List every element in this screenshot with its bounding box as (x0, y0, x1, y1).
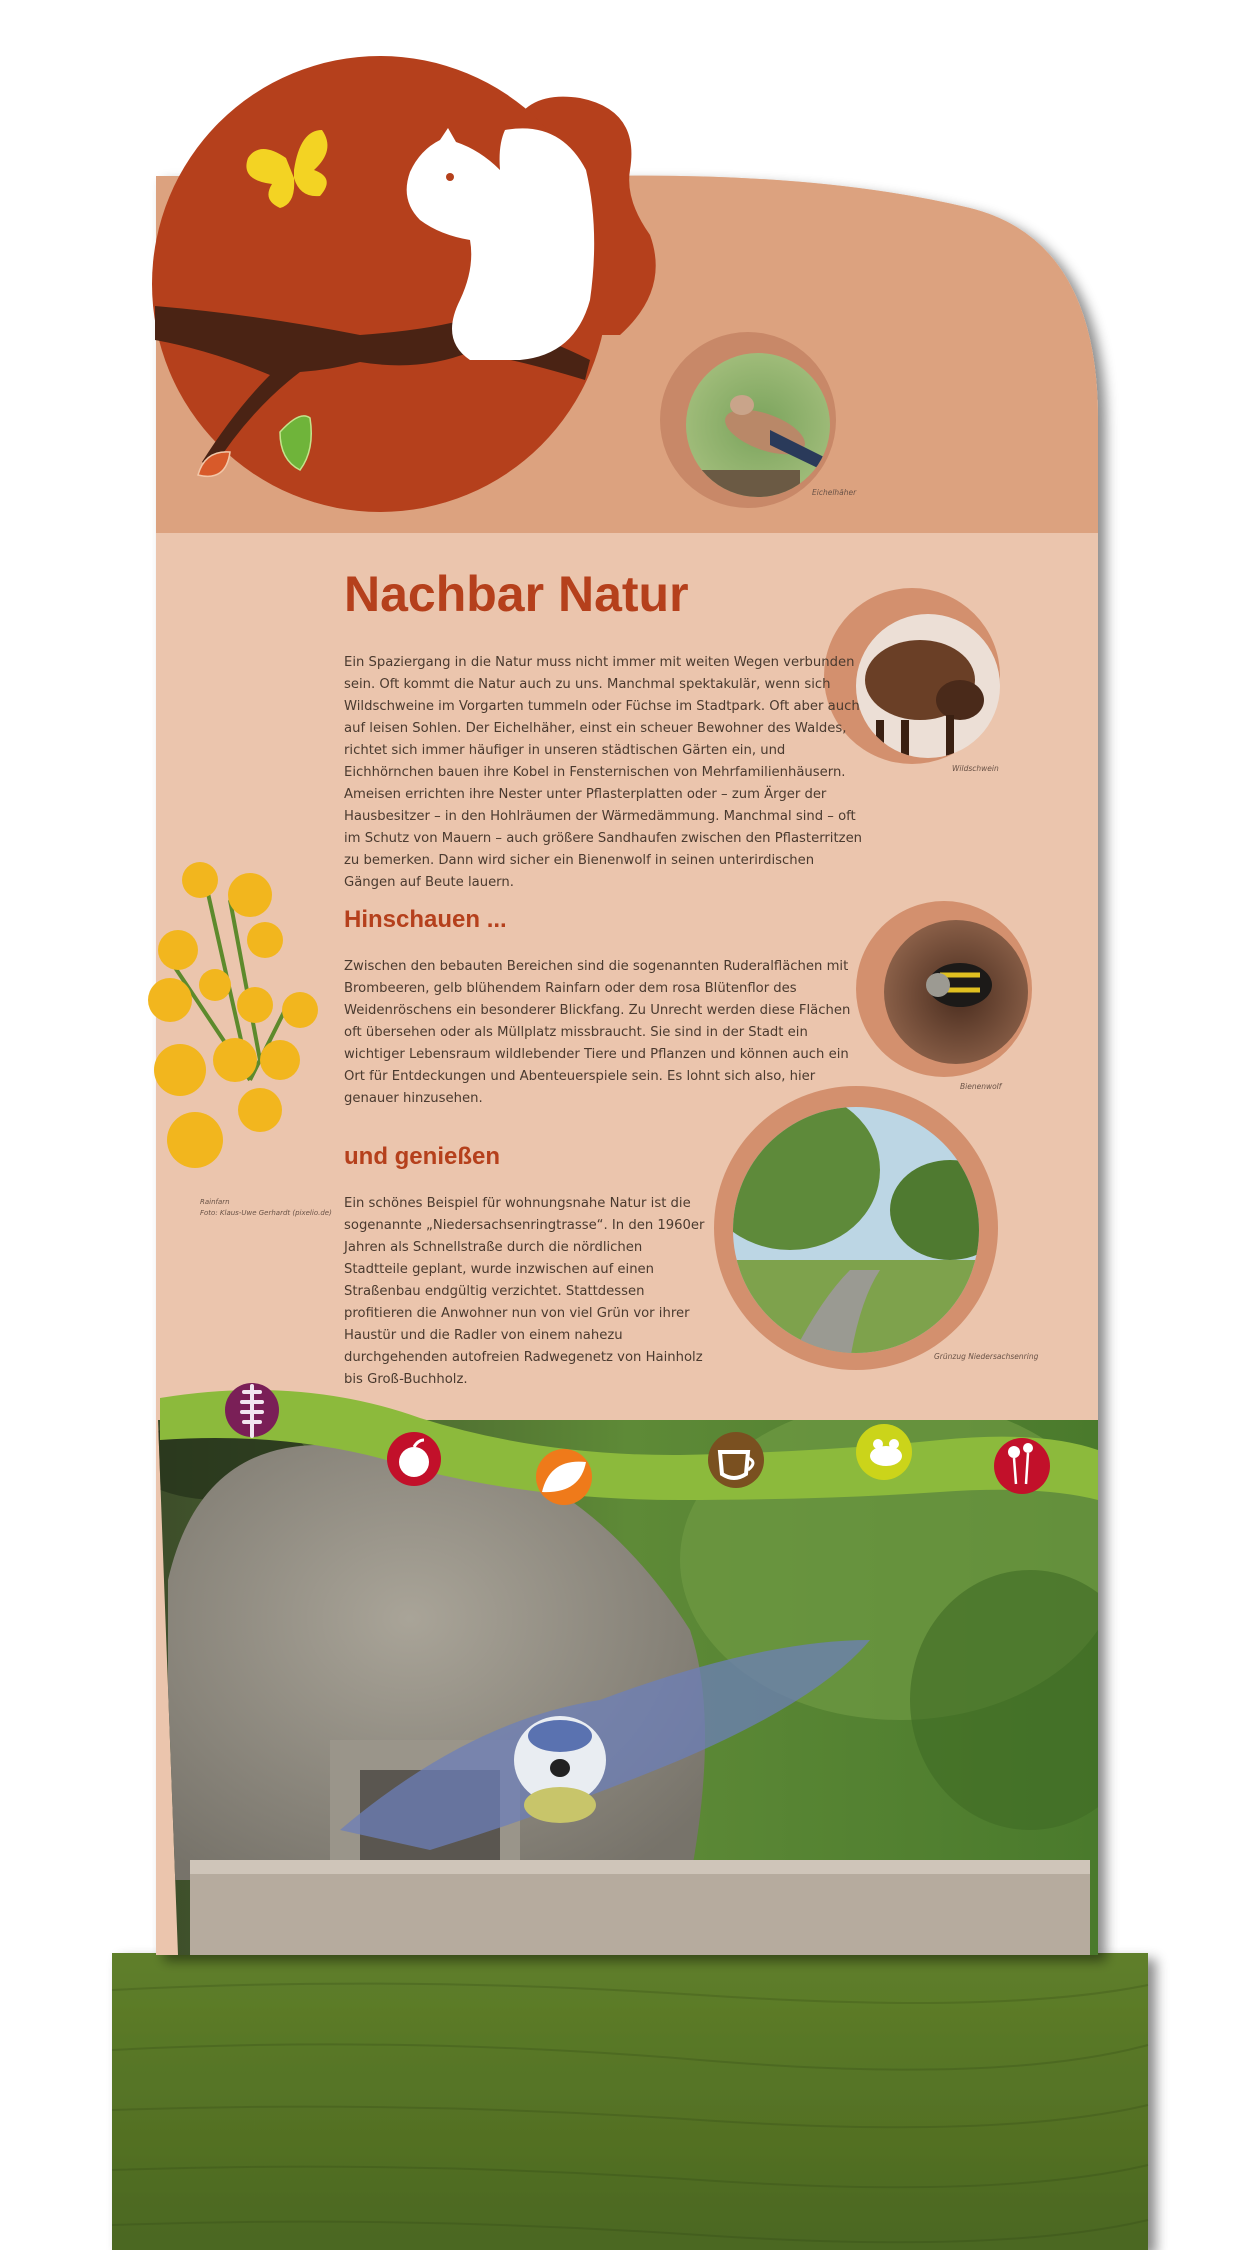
frog-icon (856, 1424, 912, 1480)
caption-wasp: Bienenwolf (960, 1082, 1002, 1091)
leaf-icon (536, 1449, 592, 1505)
section2-text: Ein schönes Beispiel für wohnungsnahe Natur ist die sogenannte „Niedersachsenringtrasse“. In den 1960er Jahren als Schnellstraße durch die nördlichen Stadtteile geplant, wurde inzwischen auf einen Straßenbau endgültig verzichtet. Stattdessen profitieren die Anwohner nun von viel Grün vor ihrer Haustür und die Radler von einem nahezu durchgehenden autofreien Radwegenetz von Hainholz bis Groß-Buchholz. (344, 1196, 705, 1387)
caption-tansy: Rainfarn (200, 1198, 230, 1206)
caption-jay: Eichelhäher (812, 488, 857, 497)
caption-tansy-credit: Foto: Klaus-Uwe Gerhardt (pixelio.de) (200, 1209, 332, 1217)
caption-boar: Wildschwein (952, 764, 999, 773)
apple-icon (387, 1432, 441, 1486)
section2-heading: und genießen (344, 1143, 500, 1170)
page-title: Nachbar Natur (344, 566, 689, 622)
flower-icon (994, 1438, 1050, 1494)
section1-heading: Hinschauen ... (344, 906, 507, 933)
section1-text: Zwischen den bebauten Bereichen sind die sogenannten Ruderalflächen mit Brombeeren, gelb blühendem Rainfarn oder dem rosa Blütenflor des Weidenröschens ein besonderer Blickfang. Zu Unrecht werden diese Flächen oft übersehen oder als Müllplatz missbraucht. Sie sind in der Stadt ein wichtiger Lebensraum wildlebender Tiere und Pflanzen und können auch ein Ort für Entdeckungen und Abenteuerspiele sein. Es lohnt sich also, hier genauer hinzusehen. (344, 959, 851, 1106)
plant-icon (225, 1383, 279, 1437)
coffee-icon (708, 1432, 764, 1488)
base-block (112, 1953, 1148, 2250)
caption-greenway: Grünzug Niedersachsenring (934, 1352, 1039, 1361)
intro-text: Ein Spaziergang in die Natur muss nicht immer mit weiten Wegen verbunden sein. Oft kommt die Natur auch zu uns. Manchmal spektakulär, wenn sich Wildschweine im Vorgarten tummeln oder Füchse im Stadtpark. Oft aber auch auf leisen Sohlen. Der Eichelhäher, einst ein scheuer Bewohner des Waldes, richtet sich immer häufiger in unseren städtischen Gärten ein, und Eichhörnchen bauen ihre Kobel in Fensternischen von Mehrfamilienhäusern. Ameisen errichten ihre Nester unter Pflasterplatten oder – zum Ärger der Hausbesitzer – in den Hohlräumen der Wärmedämmung. Manchmal sind – oft im Schutz von Mauern – auch größere Sandhaufen zwischen den Pflasterritzen zu bemerken. Dann wird sicher ein Bienenwolf in seinen unterirdischen Gängen auf Beute lauern. (344, 655, 863, 890)
